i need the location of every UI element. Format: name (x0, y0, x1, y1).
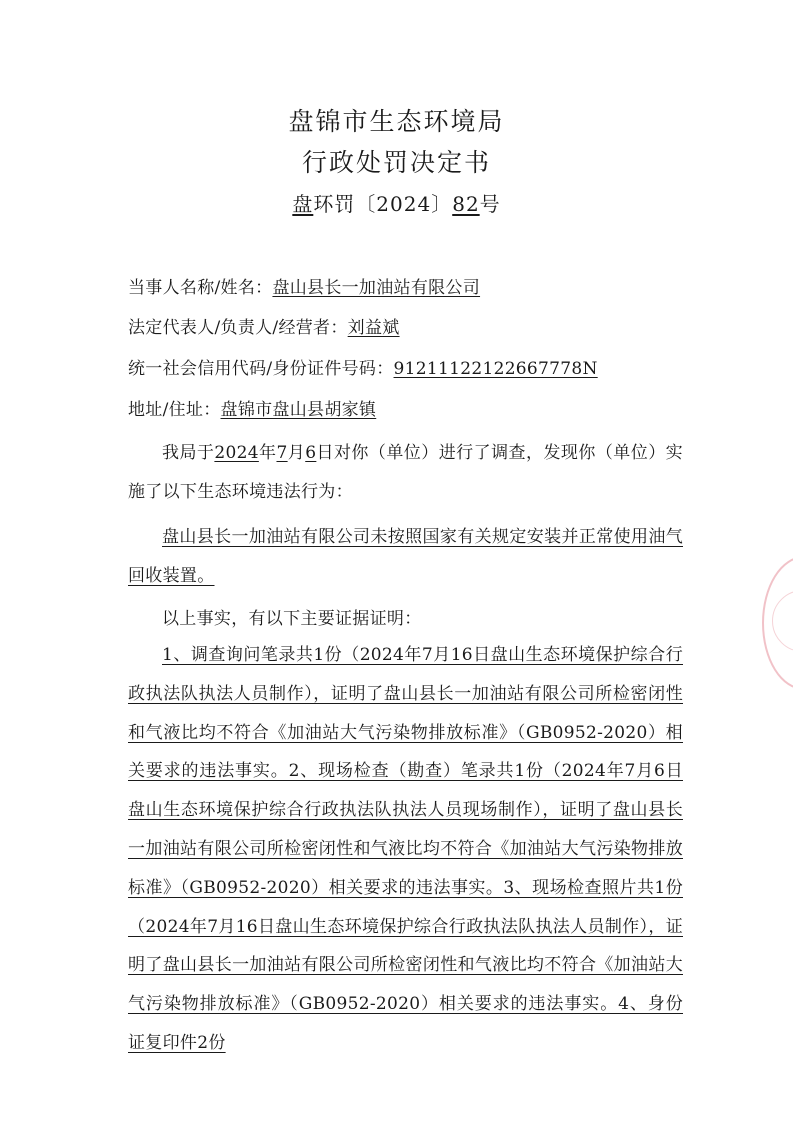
representative-value: 刘益斌 (347, 318, 400, 338)
agency-title: 盘锦市生态环境局 (288, 107, 505, 136)
document-number (0, 190, 793, 218)
party-name-line (128, 276, 480, 300)
investigation-text-4: 日对你（单位）进行了调查，发现你（单位）实施了以下生态环境违法行为： (128, 443, 683, 502)
document-type-title: 行政处罚决定书 (301, 148, 491, 177)
investigation-text-2: 年 (258, 443, 277, 463)
credit-code-label: 统一社会信用代码/身份证件号码： (128, 359, 394, 379)
address-value: 盘锦市盘山县胡家镇 (220, 400, 377, 420)
evidence-paragraph (128, 636, 683, 1063)
violation-paragraph (128, 518, 683, 596)
investigation-paragraph (128, 434, 683, 512)
evidence-text: 1、调查询问笔录共1份（2024年7月16日盘山生态环境保护综合行政执法队执法人员制作），证明了盘山县长一加油站有限公司所检密闭性和气液比均不符合《加油站大气污染物排放标准》（GB0952-2020）相关要求的违法事实。2、现场检查（勘查）笔录共1份（2024年7月6日盘山生态环境保护综合行政执法队执法人员现场制作），证明了盘山县长一加油站有限公司所检密闭性和气液比均不符合《加油站大气污染物排放标准》（GB0952-2020）相关要求的违法事实。3、现场检查照片共1份（2024年7月16日盘山生态环境保护综合行政执法队执法人员制作），证明了盘山县长一加油站有限公司所检密闭性和气液比均不符合《加油站大气污染物排放标准》（GB0952-2020）相关要求的违法事实。4、身份证复印件2份 (128, 645, 683, 1053)
investigation-text-3: 月 (287, 443, 306, 463)
representative-line (128, 316, 400, 340)
investigation-day: 6 (305, 443, 317, 463)
party-name-value: 盘山县长一加油站有限公司 (272, 278, 481, 298)
investigation-text-1: 我局于 (162, 443, 215, 463)
representative-label: 法定代表人/负责人/经营者： (128, 318, 348, 338)
address-line (128, 398, 376, 422)
doc-number-prefix: 盘 (292, 192, 314, 216)
doc-number-value: 82 (452, 192, 480, 216)
investigation-month: 7 (276, 443, 288, 463)
doc-number-middle: 环罚〔2024〕 (313, 192, 453, 216)
credit-code-value: 91211122122667778N (393, 359, 598, 379)
violation-text: 盘山县长一加油站有限公司未按照国家有关规定安装并正常使用油气回收装置。 (128, 527, 683, 586)
party-name-label: 当事人名称/姓名： (128, 278, 273, 298)
credit-code-line (128, 357, 598, 381)
address-label: 地址/住址： (128, 400, 221, 420)
investigation-year: 2024 (214, 443, 259, 463)
doc-number-suffix: 号 (479, 192, 501, 216)
evidence-intro: 以上事实，有以下主要证据证明： (162, 609, 422, 629)
